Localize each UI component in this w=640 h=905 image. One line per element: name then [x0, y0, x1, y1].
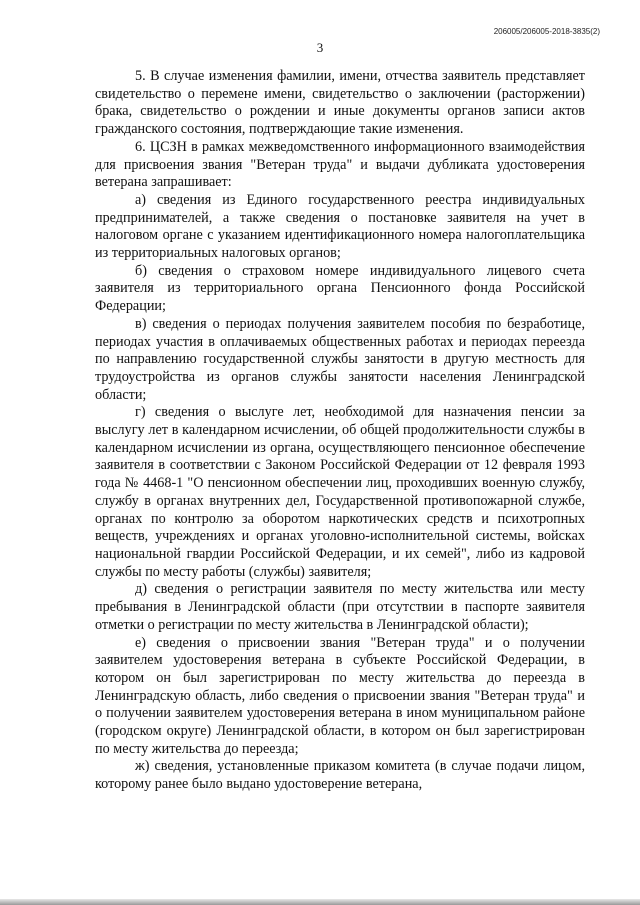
document-id: 206005/206005-2018-3835(2) — [493, 27, 600, 36]
page-number: 3 — [316, 40, 324, 55]
paragraph-item-g: г) сведения о выслуге лет, необходимой для назначения пенсии за выслугу лет в календарном исчислении, об общей продолжительности службы в календарном исчислении из органа, осуществляющего пенсионное обеспечение заявителя в соответствии с Законом Российской Федерации от 12 февраля 1993 года № 4468-1 "О пенсионном обеспечении лиц, проходивших военную службу, службу в органах внутренних дел, Государственной противопожарной службе, органах по контролю за оборотом наркотических средств и психотропных веществ, учреждениях и органах уголовно-исполнительной системы, войсках национальной гвардии Российской Федерации, и их семей", либо из кадровой службы по месту работы (службы) заявителя; — [95, 404, 585, 580]
paragraph-item-d: д) сведения о регистрации заявителя по месту жительства или месту пребывания в Ленинградской области (при отсутствии в паспорте заявителя отметки о регистрации по месту жительства в Ленинградской области); — [95, 581, 585, 633]
paragraph-item-v: в) сведения о периодах получения заявителем пособия по безработице, периодах участия в оплачиваемых общественных работах и периодах переезда по направлению государственной службы занятости в другую местность для трудоустройства из органов службы занятости населения Ленинградской области; — [95, 315, 585, 403]
paragraph-6: 6. ЦСЗН в рамках межведомственного информационного взаимодействия для присвоения звания "Ветеран труда" и выдачи дубликата удостоверения ветерана запрашивает: — [95, 138, 585, 191]
document-body — [95, 68, 585, 794]
scan-bottom-edge — [0, 899, 640, 905]
paragraph-item-e: е) сведения о присвоении звания "Ветеран труда" и о получении заявителем удостоверения ветерана в субъекте Российской Федерации, в котором он был зарегистрирован по месту жительства до переезда в Ленинградскую область, либо сведения о присвоении звания "Ветеран труда" и о получении заявителем удостоверения ветерана в ином муниципальном районе (городском округе) Ленинградской области, в котором он был зарегистрирован по месту жительства до переезда; — [95, 634, 585, 757]
paragraph-item-zh: ж) сведения, установленные приказом комитета (в случае подачи лицом, которому ранее было выдано удостоверение ветерана, — [95, 758, 585, 793]
paragraph-item-a: а) сведения из Единого государственного реестра индивидуальных предпринимателей, а также сведения о постановке заявителя на учет в налоговом органе с указанием идентификационного номера налогоплательщика из территориальных налоговых органов; — [95, 191, 585, 262]
paragraph-5: 5. В случае изменения фамилии, имени, отчества заявитель представляет свидетельство о перемене имени, свидетельство о заключении (расторжении) брака, свидетельство о рождении и иные документы органов записи актов гражданского состояния, подтверждающие такие изменения. — [95, 68, 585, 138]
paragraph-item-b: б) сведения о страховом номере индивидуального лицевого счета заявителя из территориального органа Пенсионного фонда Российской Федерации; — [95, 262, 585, 315]
